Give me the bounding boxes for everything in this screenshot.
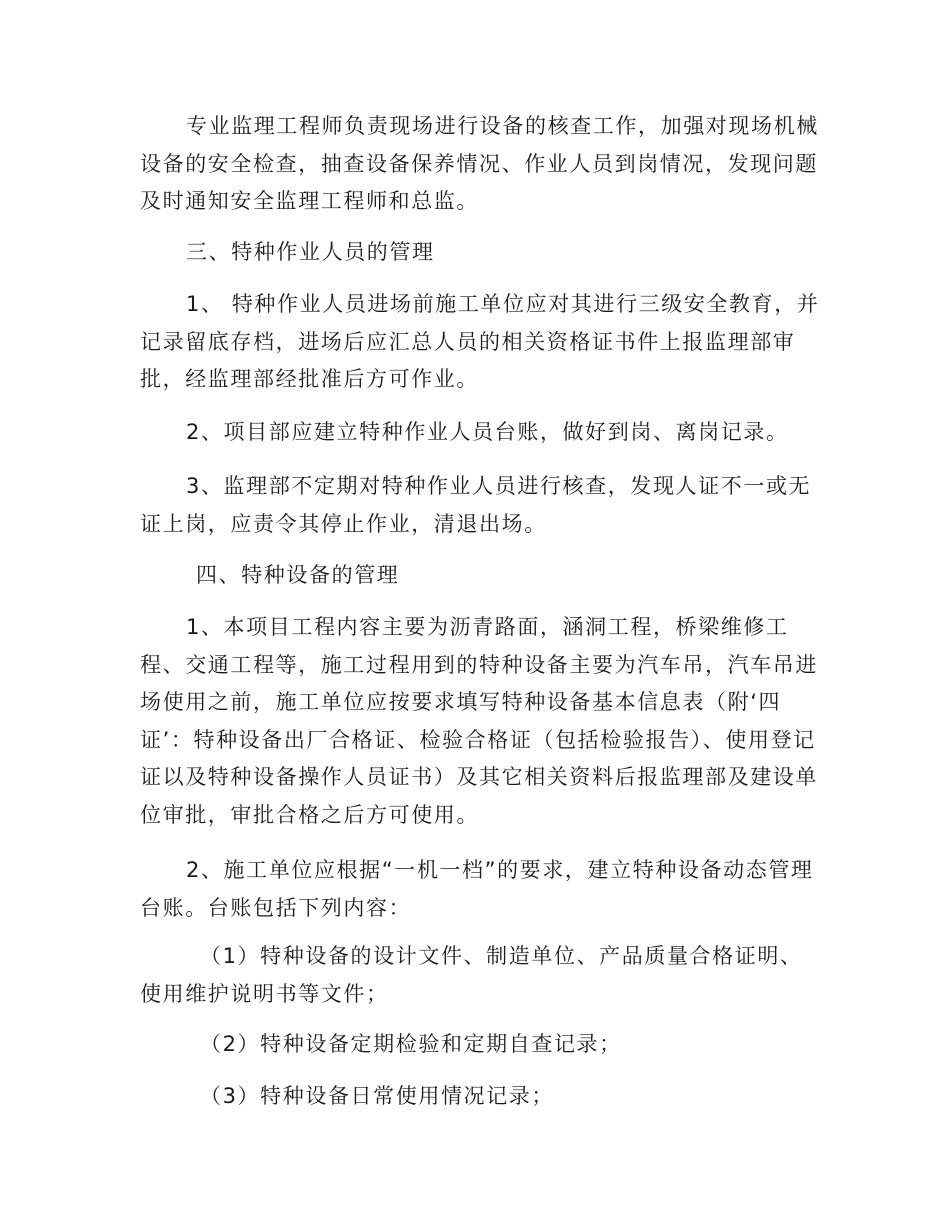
paragraph-4-1: 1、本项目工程内容主要为沥青路面，涵洞工程，桥梁维修工程、交通工程等，施工过程用到的特种设备主要为汽车吊，汽车吊进场使用之前，施工单位应按要求填写特种设备基本信息表（附‘四证’：特种设备出厂合格证、检验合格证（包括检验报告）、使用登记证以及特种设备操作人员证书）及其它相关资料后报监理部及建设单位审批，审批合格之后方可使用。 xyxy=(140,615,818,827)
list-item-1: （1）特种设备的设计文件、制造单位、产品质量合格证明、使用维护说明书等文件； xyxy=(140,944,803,1006)
paragraph-intro: 专业监理工程师负责现场进行设备的核查工作，加强对现场机械设备的安全检查，抽查设备保养情况、作业人员到岗情况，发现问题及时通知安全监理工程师和总监。 xyxy=(140,114,819,213)
paragraph-4-2: 2、施工单位应根据“一机一档”的要求，建立特种设备动态管理台账。台账包括下列内容： xyxy=(140,858,814,920)
paragraph-3-2: 2、项目部应建立特种作业人员台账，做好到岗、离岗记录。 xyxy=(186,420,789,444)
section-heading-3: 三、特种作业人员的管理 xyxy=(186,240,435,264)
list-item-2: （2）特种设备定期检验和定期自查记录； xyxy=(200,1032,622,1056)
list-item-3: （3）特种设备日常使用情况记录； xyxy=(200,1084,554,1108)
paragraph-3-1: 1、 特种作业人员进场前施工单位应对其进行三级安全教育，并记录留底存档，进场后应汇总人员的相关资格证书件上报监理部审批，经监理部经批准后方可作业。 xyxy=(140,292,820,391)
paragraph-3-3: 3、监理部不定期对特种作业人员进行核查，发现人证不一或无证上岗，应责令其停止作业，清退出场。 xyxy=(140,474,812,536)
section-heading-4: 四、特种设备的管理 xyxy=(196,563,400,587)
